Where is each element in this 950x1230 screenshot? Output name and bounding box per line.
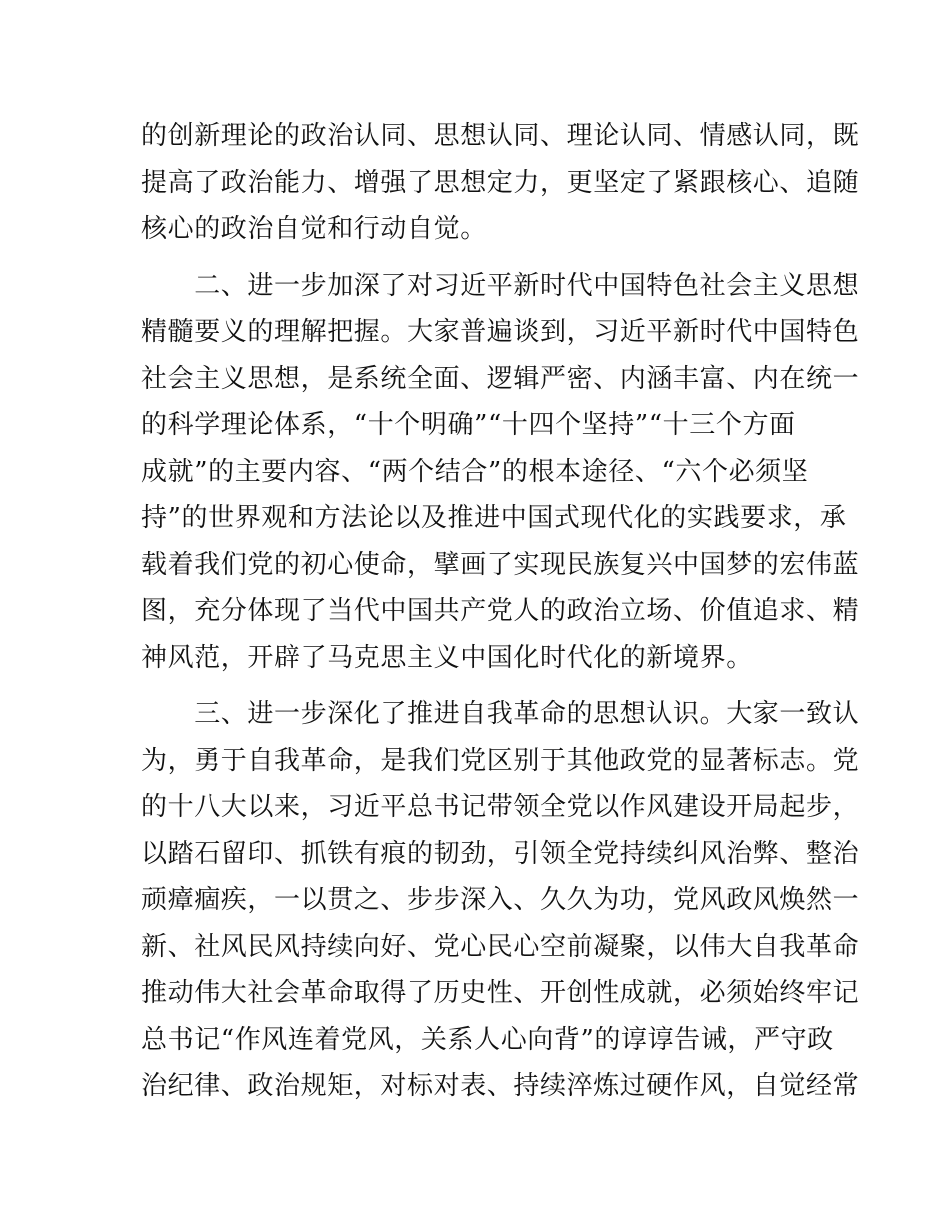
text-line: 以踏石留印、抓铁有痕的韧劲，引领全党持续纠风治弊、整治 (141, 838, 860, 869)
text-line: 的十八大以来，习近平总书记带领全党以作风建设开局起步， (141, 792, 860, 822)
text-line: 推动伟大社会革命取得了历史性、开创性成就，必须始终牢记 (141, 978, 860, 1008)
text-line: 三、进一步深化了推进自我革命的思想认识。大家一致认 (141, 699, 860, 729)
text-line: 总书记“作风连着党风，关系人心向背”的谆谆告诫，严守政 (141, 1024, 834, 1055)
text-line: 新、社风民风持续向好、党心民心空前凝聚，以伟大自我革命 (141, 931, 860, 962)
text-line: 的创新理论的政治认同、思想认同、理论认同、情感认同，既 (141, 121, 860, 151)
document-body (141, 113, 860, 1120)
text-line: 图，充分体现了当代中国共产党人的政治立场、价值追求、精 (141, 596, 860, 626)
text-line: 为，勇于自我革命，是我们党区别于其他政党的显著标志。党 (141, 745, 860, 776)
text-line: 社会主义思想，是系统全面、逻辑严密、内涵丰富、内在统一 (141, 363, 860, 394)
text-line: 的科学理论体系，“十个明确”“十四个坚持”“十三个方面 (141, 410, 796, 440)
paragraph-3 (141, 691, 860, 1110)
text-line: 提高了政治能力、增强了思想定力，更坚定了紧跟核心、追随 (141, 167, 860, 198)
text-line: 成就”的主要内容、“两个结合”的根本途径、“六个必须坚 (141, 456, 809, 487)
text-line: 核心的政治自觉和行动自觉。 (141, 214, 487, 244)
text-line: 顽瘴痼疾，一以贯之、步步深入、久久为功，党风政风焕然一 (141, 885, 860, 915)
text-line: 神风范，开辟了马克思主义中国化时代化的新境界。 (141, 642, 753, 673)
paragraph-1 (141, 113, 860, 253)
text-line: 治纪律、政治规矩，对标对表、持续淬炼过硬作风，自觉经常 (141, 1071, 860, 1101)
text-line: 载着我们党的初心使命，擘画了实现民族复兴中国梦的宏伟蓝 (141, 549, 860, 580)
text-line: 精髓要义的理解把握。大家普遍谈到，习近平新时代中国特色 (141, 317, 860, 347)
text-line: 持”的世界观和方法论以及推进中国式现代化的实践要求，承 (141, 503, 847, 533)
text-line: 二、进一步加深了对习近平新时代中国特色社会主义思想 (141, 270, 860, 301)
paragraph-2 (141, 263, 860, 682)
